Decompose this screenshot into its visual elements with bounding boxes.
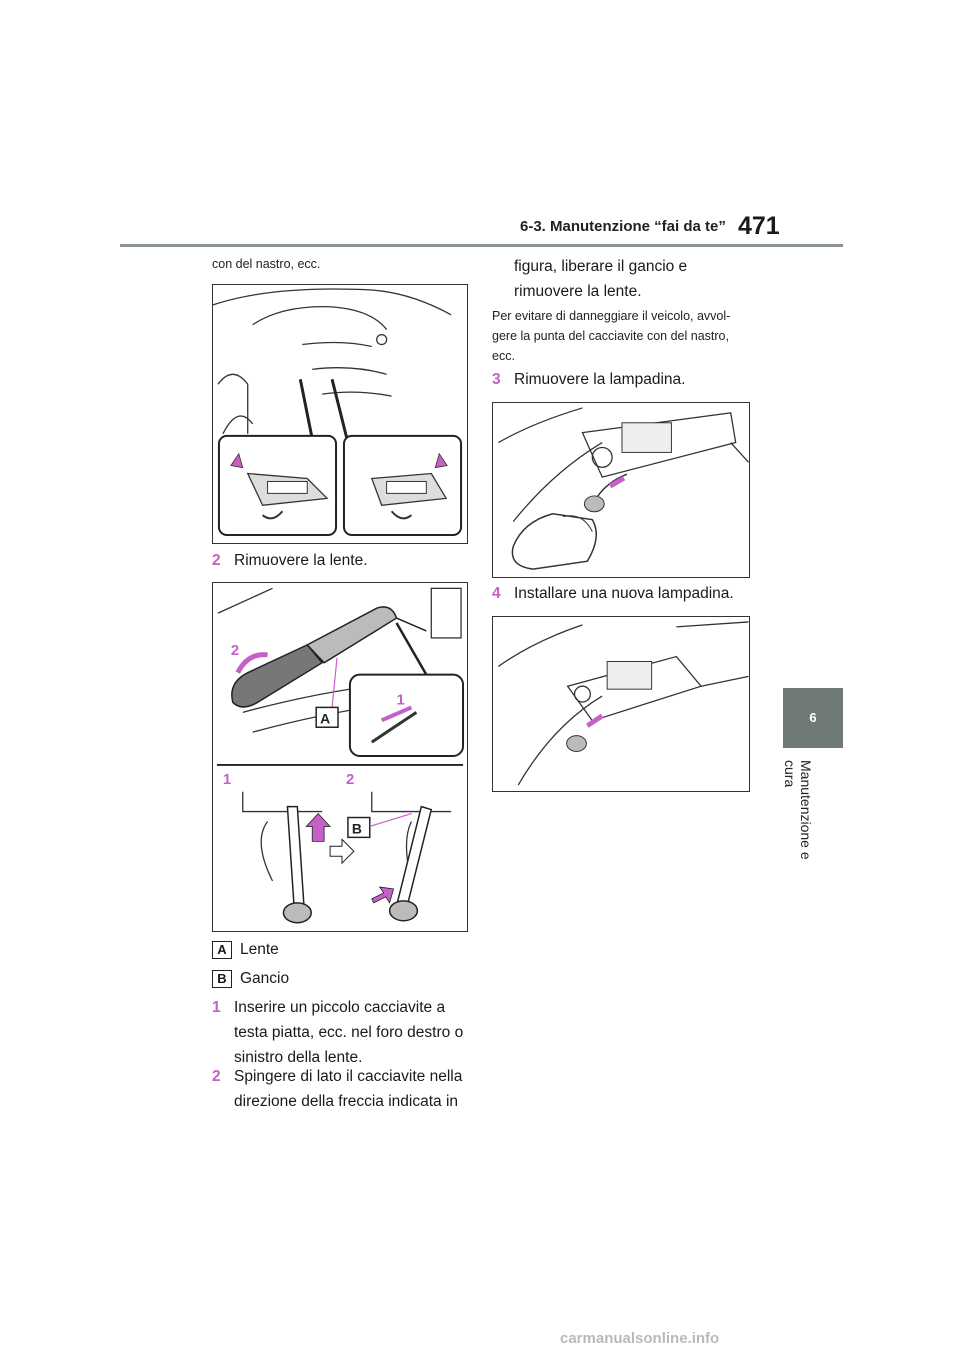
watermark: carmanualsonline.info <box>560 1330 720 1347</box>
step-2-number: 2 <box>212 552 221 569</box>
step-3-number: 3 <box>492 371 501 388</box>
substep-1-number: 1 <box>212 999 221 1016</box>
top-text: con del nastro, ecc. <box>212 257 321 271</box>
substep-2-number: 2 <box>212 1068 221 1085</box>
legend-hook <box>212 966 289 991</box>
step-4-number: 4 <box>492 585 501 602</box>
step-2-text: Rimuovere la lente. <box>234 552 368 569</box>
vehicle-rear-illustration <box>213 285 467 543</box>
fig-label-1: 1 <box>396 692 405 709</box>
legend-key-a: A <box>212 941 232 959</box>
fig-label-1b: 1 <box>222 771 232 788</box>
remove-bulb-illustration <box>493 403 749 577</box>
figure-install-bulb <box>492 616 750 792</box>
section-title: 6-3. Manutenzione “fai da te” <box>520 218 726 235</box>
figure-lens-removal <box>212 582 468 932</box>
fig-label-2b: 2 <box>345 771 355 788</box>
figure-remove-bulb <box>492 402 750 578</box>
legend-lens <box>212 937 279 962</box>
header-rule <box>120 244 843 247</box>
legend-label-lens: Lente <box>240 941 279 958</box>
chapter-label: Manutenzione e cura <box>782 760 814 860</box>
substep-2-text: Spingere di lato il cacciavite nella direzione della freccia indicata in <box>234 1068 463 1110</box>
figure-vehicle-rear <box>212 284 468 544</box>
step-3 <box>492 367 750 392</box>
fig-label-2: 2 <box>230 642 240 659</box>
fig-label-b: B <box>351 820 362 837</box>
step-2 <box>212 548 468 573</box>
note-text: Per evitare di danneggiare il veicolo, avvol-gere la punta del cacciavite con del nastro, ecc. <box>492 309 731 363</box>
step-3-text: Rimuovere la lampadina. <box>514 371 686 388</box>
screwdriver-illustration <box>213 583 467 931</box>
page-number: 471 <box>738 212 780 240</box>
substep-2 <box>212 1064 474 1114</box>
legend-key-b: B <box>212 970 232 988</box>
fig-label-a: A <box>320 710 331 727</box>
chapter-tab: 6 <box>783 688 843 748</box>
step-4 <box>492 581 750 606</box>
install-bulb-illustration <box>493 617 749 791</box>
legend-label-hook: Gancio <box>240 970 290 987</box>
continued-text: figura, liberare il gancio e rimuovere la lente. <box>514 258 688 300</box>
substep-1-text: Inserire un piccolo cacciavite a testa piatta, ecc. nel foro destro o sinistro della lente. <box>234 999 464 1066</box>
step-4-text: Installare una nuova lampadina. <box>514 585 734 602</box>
substep-1 <box>212 995 474 1070</box>
